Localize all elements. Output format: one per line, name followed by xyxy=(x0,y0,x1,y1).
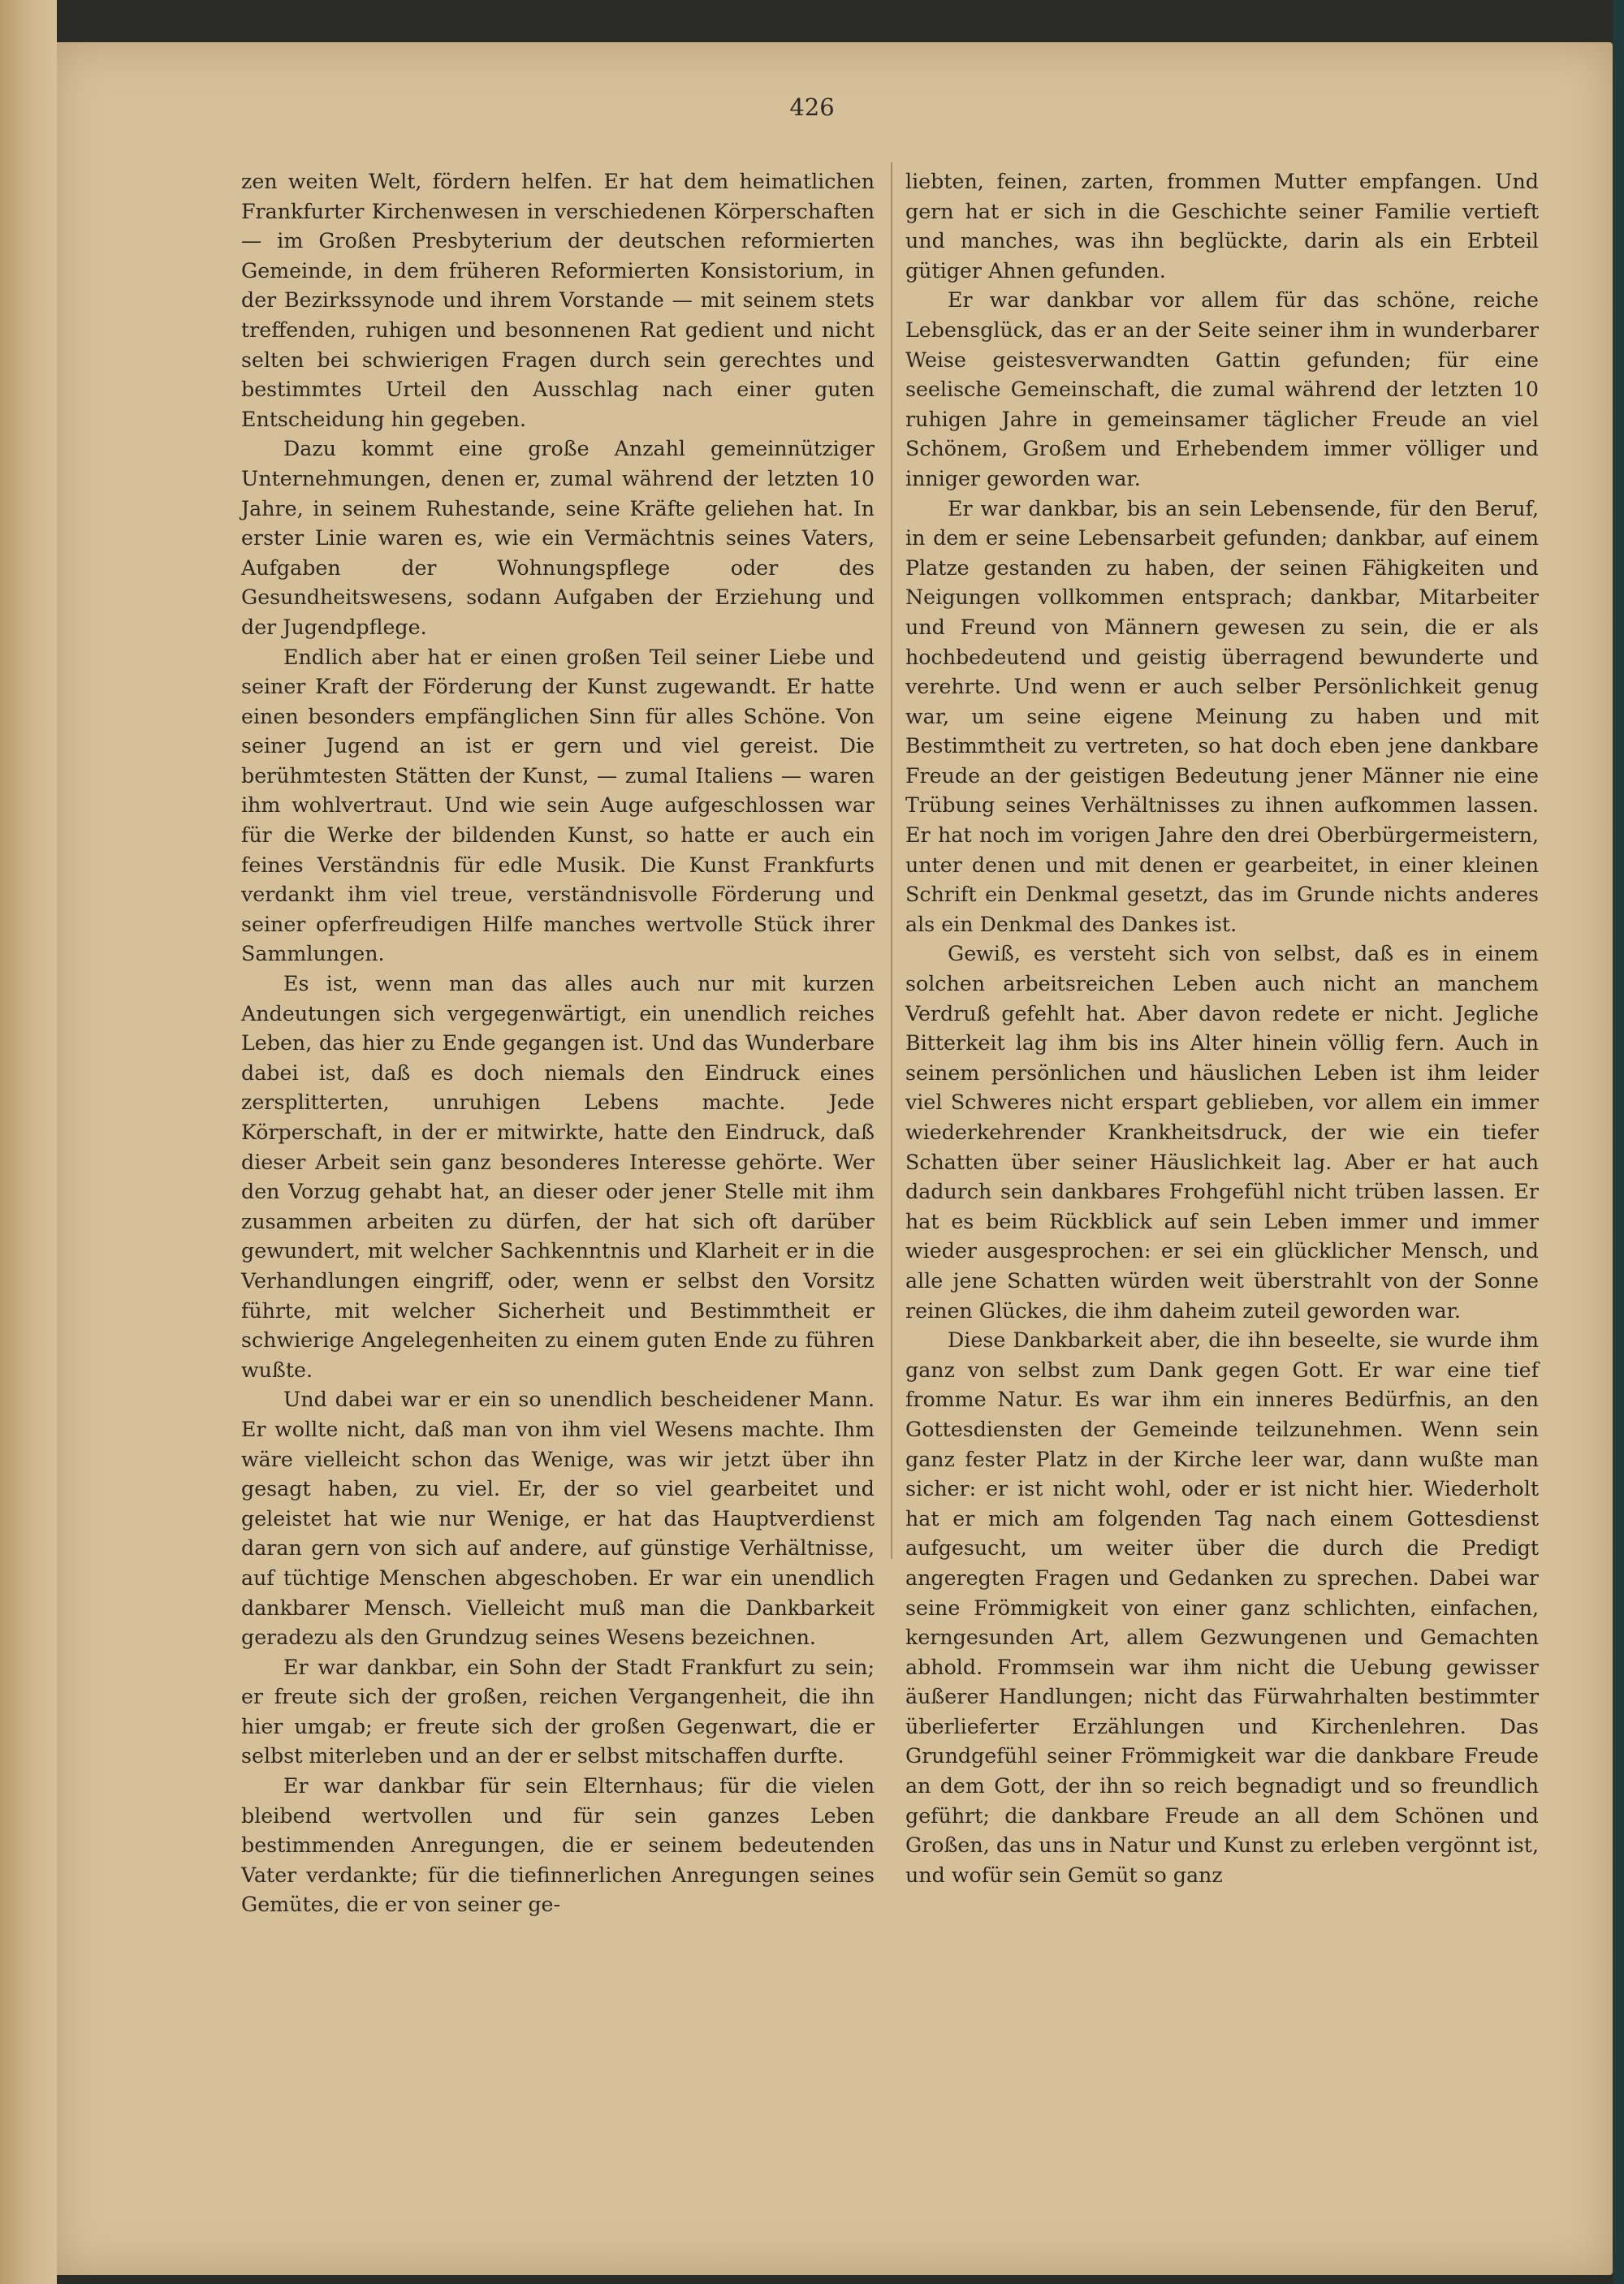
book-gutter xyxy=(0,0,57,2284)
paragraph: Und dabei war er ein so unendlich bescheidener Mann. Er wollte nicht, daß man von ihm viel Wesens machte. Ihm wäre vielleicht schon das Wenige, was wir jetzt über ihn gesagt haben, zu viel. Er, der so viel gearbeitet und geleistet hat wie nur Wenige, er hat das Hauptverdienst daran gern von sich auf andere, auf günstige Verhältnisse, auf tüchtige Menschen abgeschoben. Er war ein unendlich dankbarer Mensch. Vielleicht muß man die Dankbarkeit geradezu als den Grundzug seines Wesens bezeichnen. xyxy=(241,1388,875,1650)
paragraph: Er war dankbar, ein Sohn der Stadt Frankfurt zu sein; er freute sich der großen, reichen Vergangenheit, die ihn hier umgab; er freute sich der großen Gegenwart, die er selbst miterleben und an der er selbst mitschaffen durfte. xyxy=(241,1655,875,1768)
text-column-left xyxy=(241,167,875,1920)
column-divider xyxy=(891,162,892,1559)
paragraph: liebten, feinen, zarten, frommen Mutter empfangen. Und gern hat er sich in die Geschichte seiner Familie vertieft und manches, was ihn beglückte, darin als ein Erbteil gütiger Ahnen gefunden. xyxy=(905,170,1539,283)
text-column-right xyxy=(905,167,1539,1890)
paragraph: Er war dankbar für sein Elternhaus; für die vielen bleibend wertvollen und für sein ganzes Leben bestimmenden Anregungen, die er seinem bedeutenden Vater verdankte; für die tiefinnerlichen Anregungen seines Gemütes, die er von seiner ge- xyxy=(241,1774,875,1917)
paragraph: Es ist, wenn man das alles auch nur mit kurzen Andeutungen sich vergegenwärtigt, ein unendlich reiches Leben, das hier zu Ende gegangen ist. Und das Wunderbare dabei ist, daß es doch niemals den Eindruck eines zersplitterten, unruhigen Lebens machte. Jede Körperschaft, in der er mitwirkte, hatte den Eindruck, daß dieser Arbeit sein ganz besonderes Interesse gehörte. Wer den Vorzug gehabt hat, an dieser oder jener Stelle mit ihm zusammen arbeiten zu dürfen, der hat sich oft darüber gewundert, mit welcher Sachkenntnis und Klarheit er in die Verhandlungen eingriff, oder, wenn er selbst den Vorsitz führte, mit welcher Sicherheit und Bestimmtheit er schwierige Angelegenheiten zu einem guten Ende zu führen wußte. xyxy=(241,972,875,1382)
paragraph: Er war dankbar, bis an sein Lebensende, für den Beruf, in dem er seine Lebensarbeit gefunden; dankbar, auf einem Platze gestanden zu haben, der seinen Fähigkeiten und Neigungen vollkommen entsprach; dankbar, Mitarbeiter und Freund von Männern gewesen zu sein, die er als hochbedeutend und geistig überragend bewunderte und verehrte. Und wenn er auch selber Persönlichkeit genug war, um seine eigene Meinung zu haben und mit Bestimmtheit zu vertreten, so hat doch eben jene dankbare Freude an der geistigen Bedeutung jener Männer nie eine Trübung seines Verhältnisses zu ihnen aufkommen lassen. Er hat noch im vorigen Jahre den drei Oberbürgermeistern, unter denen und mit denen er gearbeitet, in einer kleinen Schrift ein Denkmal gesetzt, das im Grunde nichts anderes als ein Denkmal des Dankes ist. xyxy=(905,496,1539,936)
book-cover-edge xyxy=(1613,0,1624,2284)
paragraph: Dazu kommt eine große Anzahl gemeinnütziger Unternehmungen, denen er, zumal während der letzten 10 Jahre, in seinem Ruhestande, seine Kräfte geliehen hat. In erster Linie waren es, wie ein Vermächtnis seines Vaters, Aufgaben der Wohnungspflege oder des Gesundheitswesens, sodann Aufgaben der Erziehung und der Jugendpflege. xyxy=(241,437,875,639)
paragraph: Endlich aber hat er einen großen Teil seiner Liebe und seiner Kraft der Förderung der Kunst zugewandt. Er hatte einen besonders empfänglichen Sinn für alles Schöne. Von seiner Jugend an ist er gern und viel gereist. Die berühmtesten Stätten der Kunst, — zumal Italiens — waren ihm wohlvertraut. Und wie sein Auge aufgeschlossen war für die Werke der bildenden Kunst, so hatte er auch ein feines Verständnis für edle Musik. Die Kunst Frankfurts verdankt ihm viel treue, verständnisvolle Förderung und seiner opferfreudigen Hilfe manches wertvolle Stück ihrer Sammlungen. xyxy=(241,645,875,966)
paragraph: Diese Dankbarkeit aber, die ihn beseelte, sie wurde ihm ganz von selbst zum Dank gegen Gott. Er war eine tief fromme Natur. Es war ihm ein inneres Bedürfnis, an den Gottesdiensten der Gemeinde teilzunehmen. Wenn sein ganz fester Platz in der Kirche leer war, dann wußte man sicher: er ist nicht wohl, oder er ist nicht hier. Wiederholt hat er mich am folgenden Tag nach einem Gottesdienst aufgesucht, um weiter über die durch die Predigt angeregten Fragen und Gedanken zu sprechen. Dabei war seine Frömmigkeit von einer ganz schlichten, einfachen, kerngesunden Art, allem Gezwungenen und Gemachten abhold. Frommsein war ihm nicht die Uebung gewisser äußerer Handlungen; nicht das Fürwahrhalten bestimmter überlieferter Erzählungen und Kirchenlehren. Das Grundgefühl seiner Frömmigkeit war die dankbare Freude an dem Gott, der ihn so reich begnadigt und so freundlich geführt; die dankbare Freude an all dem Schönen und Großen, das uns in Natur und Kunst zu erleben vergönnt ist, und wofür sein Gemüt so ganz xyxy=(905,1328,1539,1887)
paragraph: Gewiß, es versteht sich von selbst, daß es in einem solchen arbeitsreichen Leben auch nicht an manchem Verdruß gefehlt hat. Aber davon redete er nicht. Jegliche Bitterkeit lag ihm bis ins Alter hinein völlig fern. Auch in seinem persönlichen und häuslichen Leben ist ihm leider viel Schweres nicht erspart geblieben, vor allem ein immer wiederkehrender Krankheitsdruck, der wie ein tiefer Schatten über seiner Häuslichkeit lag. Aber er hat auch dadurch sein dankbares Frohgefühl nicht trüben lassen. Er hat es beim Rückblick auf sein Leben immer und immer wieder ausgesprochen: er sei ein glücklicher Mensch, und alle jene Schatten würden weit überstrahlt von der Sonne reinen Glückes, die ihm daheim zuteil geworden war. xyxy=(905,942,1539,1323)
paragraph: Er war dankbar vor allem für das schöne, reiche Lebensglück, das er an der Seite seiner ihm in wunderbarer Weise geistesverwandten Gattin gefunden; für eine seelische Gemeinschaft, die zumal während der letzten 10 ruhigen Jahre in gemeinsamer täglicher Freude an viel Schönem, Großem und Erhebendem immer völliger und inniger geworden war. xyxy=(905,288,1539,490)
paragraph: zen weiten Welt, fördern helfen. Er hat dem heimatlichen Frankfurter Kirchenwesen in verschiedenen Körperschaften — im Großen Presbyterium der deutschen reformierten Gemeinde, in dem früheren Reformierten Konsistorium, in der Bezirkssynode und ihrem Vorstande — mit seinem stets treffenden, ruhigen und besonnenen Rat gedient und nicht selten bei schwierigen Fragen durch sein gerechtes und bestimmtes Urteil den Ausschlag nach einer guten Entscheidung hin gegeben. xyxy=(241,170,875,431)
page-number: 426 xyxy=(789,93,835,121)
